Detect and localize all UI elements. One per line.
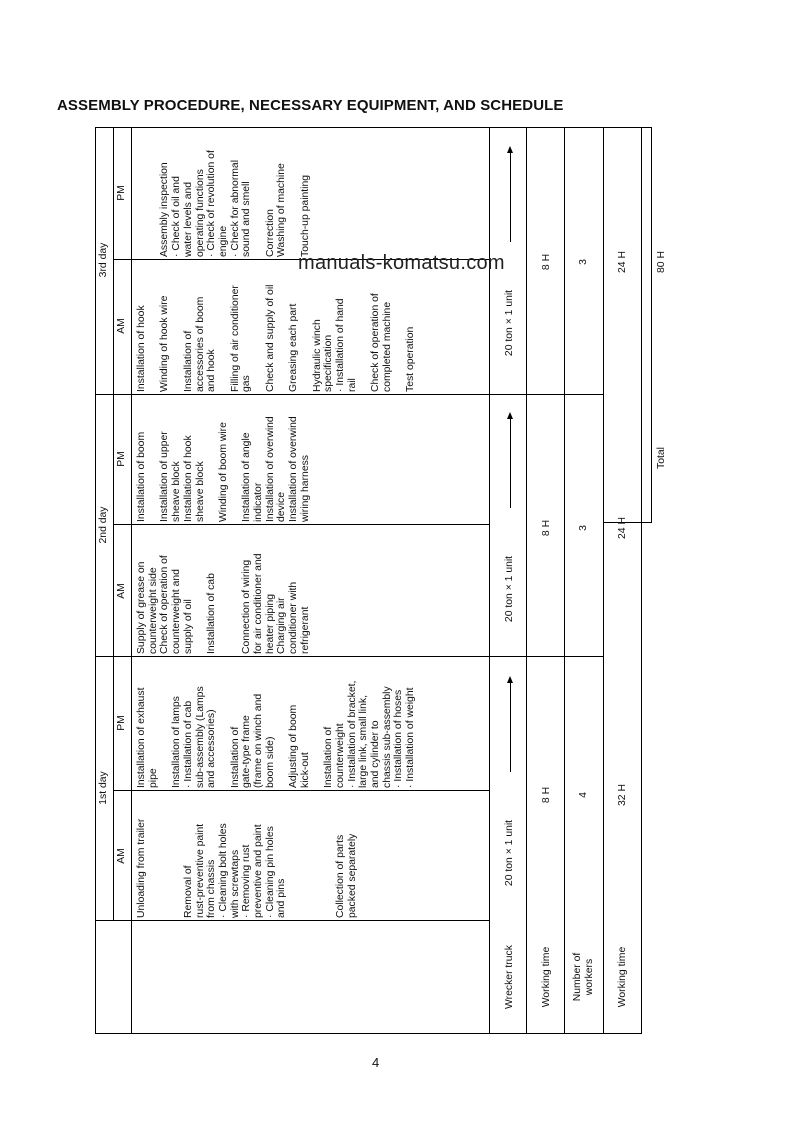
truck-arrow-day1 xyxy=(510,682,511,772)
day3-working-time: 8 H xyxy=(541,253,552,271)
task-line: Collection of parts xyxy=(334,834,346,918)
task-line xyxy=(148,416,160,522)
task-line xyxy=(218,285,230,392)
task-line: operating functions xyxy=(194,169,206,257)
task-line: engine xyxy=(217,225,229,257)
task-line: completed machine xyxy=(381,301,393,392)
task-line: refrigerant xyxy=(299,606,311,654)
task-line xyxy=(159,819,171,918)
task-line: Removal of xyxy=(182,865,194,918)
task-line: Installation of xyxy=(323,726,335,788)
task-line: · Cleaning pin holes xyxy=(264,826,276,918)
day1-pm-tasks xyxy=(136,681,417,788)
table-border-right xyxy=(651,127,652,523)
task-line: specification xyxy=(323,334,335,392)
task-line: Winding of hook wire xyxy=(159,295,171,392)
task-line: Unloading from trailer xyxy=(136,818,147,918)
label-number-of-workers-line1: Number of xyxy=(572,952,583,1002)
task-line: conditioner with xyxy=(288,581,300,654)
day3-pm-label: PM xyxy=(116,185,127,201)
task-line: Installation of cab xyxy=(206,573,218,654)
task-line: and hook xyxy=(206,349,218,392)
day3-working-time-total: 24 H xyxy=(617,251,628,273)
task-line: boom side) xyxy=(264,736,276,788)
page-number: 4 xyxy=(372,1055,380,1070)
task-line: · Installation of cab xyxy=(182,700,194,788)
day2-label: 2nd day xyxy=(98,506,109,544)
task-line: rail xyxy=(346,378,358,392)
task-line xyxy=(218,553,230,654)
divider-ampm-label xyxy=(131,127,132,1034)
task-line: · Check for abnormal xyxy=(229,159,241,257)
day3-workers: 3 xyxy=(578,259,589,265)
truck-arrowhead-day3 xyxy=(507,146,513,153)
task-line xyxy=(148,285,160,392)
task-line: Hydraulic winch xyxy=(311,319,323,392)
day1-pm-label: PM xyxy=(116,715,127,731)
task-line: Charging air xyxy=(276,597,288,654)
task-line: device xyxy=(276,491,288,522)
table-border-top xyxy=(95,127,651,128)
task-line: Installation of lamps xyxy=(171,696,183,788)
task-line: Installation of angle xyxy=(241,432,253,522)
day2-am-label: AM xyxy=(116,583,127,599)
task-line xyxy=(300,285,312,392)
task-line: sheave block xyxy=(194,461,206,522)
task-line: · Installation of bracket, xyxy=(346,680,358,788)
task-line xyxy=(148,150,160,257)
divider-daylabel xyxy=(113,127,114,920)
day2-pm-label: PM xyxy=(116,451,127,467)
task-line xyxy=(230,416,242,522)
task-line: Check of operation of xyxy=(159,555,171,654)
label-number-of-workers xyxy=(572,953,596,1002)
day3-pm-tasks xyxy=(136,150,312,257)
task-line: Greasing each part xyxy=(288,303,300,392)
task-line: counterweight xyxy=(334,723,346,788)
task-line xyxy=(136,150,148,257)
task-line xyxy=(323,819,335,918)
task-line: Installation of overwind xyxy=(264,416,276,522)
divider-ampm-day2 xyxy=(113,524,489,525)
task-line: sub-assembly (Lamps xyxy=(194,686,206,788)
task-line: Connection of wiring xyxy=(241,559,253,654)
task-line: and pins xyxy=(276,878,288,918)
page-heading: ASSEMBLY PROCEDURE, NECESSARY EQUIPMENT, AND SCHEDULE xyxy=(57,97,564,114)
day1-am-tasks xyxy=(136,819,358,918)
task-line: (frame on winch and xyxy=(253,693,265,788)
day2-truck-value: 20 ton × 1 unit xyxy=(504,555,515,623)
task-line: gate-type frame xyxy=(241,715,253,788)
divider-ampm-day1 xyxy=(113,790,489,791)
task-line: Winding of boom wire xyxy=(217,422,229,522)
divider-time-workers xyxy=(564,127,565,1034)
day1-workers: 4 xyxy=(578,792,589,798)
total-label: Total xyxy=(656,447,667,469)
task-line: pipe xyxy=(147,768,159,788)
task-line: Adjusting of boom xyxy=(288,704,300,788)
task-line: Installation of hook xyxy=(136,305,147,392)
task-line xyxy=(276,681,288,788)
truck-arrowhead-day2 xyxy=(507,412,513,419)
task-line: and cylinder to xyxy=(370,720,382,788)
task-line xyxy=(288,819,300,918)
label-working-time-total: Working time xyxy=(617,946,628,1008)
task-line: with screwtaps xyxy=(229,849,241,918)
truck-arrow-day3 xyxy=(510,152,511,242)
day2-workers: 3 xyxy=(578,525,589,531)
task-line: Filling of air conditioner xyxy=(229,285,241,392)
label-wrecker-truck: Wrecker truck xyxy=(504,945,515,1009)
task-line: Installation of overwind xyxy=(288,416,300,522)
task-line: chassis sub-assembly xyxy=(381,686,393,788)
total-value: 80 H xyxy=(656,251,667,273)
task-line xyxy=(206,416,218,522)
divider-header-day1 xyxy=(95,920,489,921)
table-border-left xyxy=(95,127,96,1034)
day3-truck-value: 20 ton × 1 unit xyxy=(504,289,515,357)
task-line: Installation of exhaust xyxy=(136,687,147,788)
task-line: Installation of xyxy=(182,330,194,392)
task-line: supply of oil xyxy=(182,599,194,654)
table-border-bottom xyxy=(95,1033,641,1034)
task-line xyxy=(171,285,183,392)
task-line: gas xyxy=(241,375,253,392)
task-line: · Cleaning bolt holes xyxy=(217,823,229,918)
task-line: rust-preventive paint xyxy=(194,823,206,918)
task-line: and accessories) xyxy=(206,709,218,788)
day3-am-tasks xyxy=(136,285,417,392)
task-line xyxy=(358,285,370,392)
task-line xyxy=(171,819,183,918)
day1-working-time: 8 H xyxy=(541,786,552,804)
truck-arrowhead-day1 xyxy=(507,676,513,683)
task-line xyxy=(300,819,312,918)
task-line xyxy=(288,150,300,257)
task-line xyxy=(230,553,242,654)
task-line: Check and supply of oil xyxy=(264,284,276,392)
divider-total-col xyxy=(641,127,642,1034)
task-line: · Installation of hoses xyxy=(393,689,405,788)
task-line: · Removing rust xyxy=(241,844,253,918)
day2-working-time-total: 24 H xyxy=(617,517,628,539)
task-line xyxy=(148,819,160,918)
task-line: counterweight side xyxy=(147,567,159,654)
task-line: · Check of revolution of xyxy=(206,150,218,257)
label-working-time: Working time xyxy=(541,946,552,1008)
task-line: sheave block xyxy=(171,461,183,522)
task-line: indicator xyxy=(253,482,265,522)
task-line xyxy=(218,681,230,788)
divider-workers-total xyxy=(603,127,604,1034)
task-line: Test operation xyxy=(405,326,417,392)
day2-am-tasks xyxy=(136,553,312,654)
task-line: preventive and paint xyxy=(253,824,265,918)
day1-truck-value: 20 ton × 1 unit xyxy=(504,819,515,887)
task-line: sound and smell xyxy=(241,181,253,257)
task-line xyxy=(253,285,265,392)
task-line: Washing of machine xyxy=(276,163,288,257)
day3-label: 3rd day xyxy=(98,242,109,278)
task-line: water levels and xyxy=(182,181,194,257)
task-line xyxy=(276,285,288,392)
task-line: Installation of upper xyxy=(159,431,171,522)
task-line xyxy=(159,681,171,788)
task-line: · Check of oil and xyxy=(171,176,183,257)
task-line: large link, small link, xyxy=(358,695,370,788)
watermark-text: manuals-komatsu.com xyxy=(298,252,505,274)
day2-pm-tasks xyxy=(136,416,312,522)
task-line: Check of operation of xyxy=(370,293,382,392)
task-line xyxy=(312,681,324,788)
day1-label: 1st day xyxy=(98,771,109,805)
task-line: Correction xyxy=(264,209,276,257)
day1-am-label: AM xyxy=(116,848,127,864)
day1-working-time-total: 32 H xyxy=(617,784,628,806)
task-line: Installation of hook xyxy=(182,435,194,522)
task-line: Installation of xyxy=(229,726,241,788)
task-line: heater piping xyxy=(264,593,276,654)
task-line: Assembly inspection xyxy=(159,162,171,257)
task-line: wiring harness xyxy=(299,455,311,522)
task-line: Touch-up painting xyxy=(299,174,311,257)
task-line: kick-out xyxy=(299,752,311,788)
truck-arrow-day2 xyxy=(510,418,511,508)
task-line xyxy=(195,553,207,654)
task-line: · Installation of hand xyxy=(334,298,346,392)
task-line: from chassis xyxy=(206,859,218,918)
label-number-of-workers-line2: workers xyxy=(584,958,595,996)
task-line xyxy=(393,285,405,392)
task-line: for air conditioner and xyxy=(253,553,265,654)
task-line: · Installation of weight xyxy=(405,687,417,788)
task-line: accessories of boom xyxy=(194,296,206,392)
task-line: Supply of grease on xyxy=(136,561,147,654)
divider-truck-time xyxy=(526,127,527,1034)
task-line: packed separately xyxy=(346,833,358,918)
day3-am-label: AM xyxy=(116,318,127,334)
task-line xyxy=(253,150,265,257)
task-line: counterweight and xyxy=(171,569,183,654)
task-line xyxy=(312,819,324,918)
day2-working-time: 8 H xyxy=(541,519,552,537)
task-line: Installation of boom xyxy=(136,431,147,522)
